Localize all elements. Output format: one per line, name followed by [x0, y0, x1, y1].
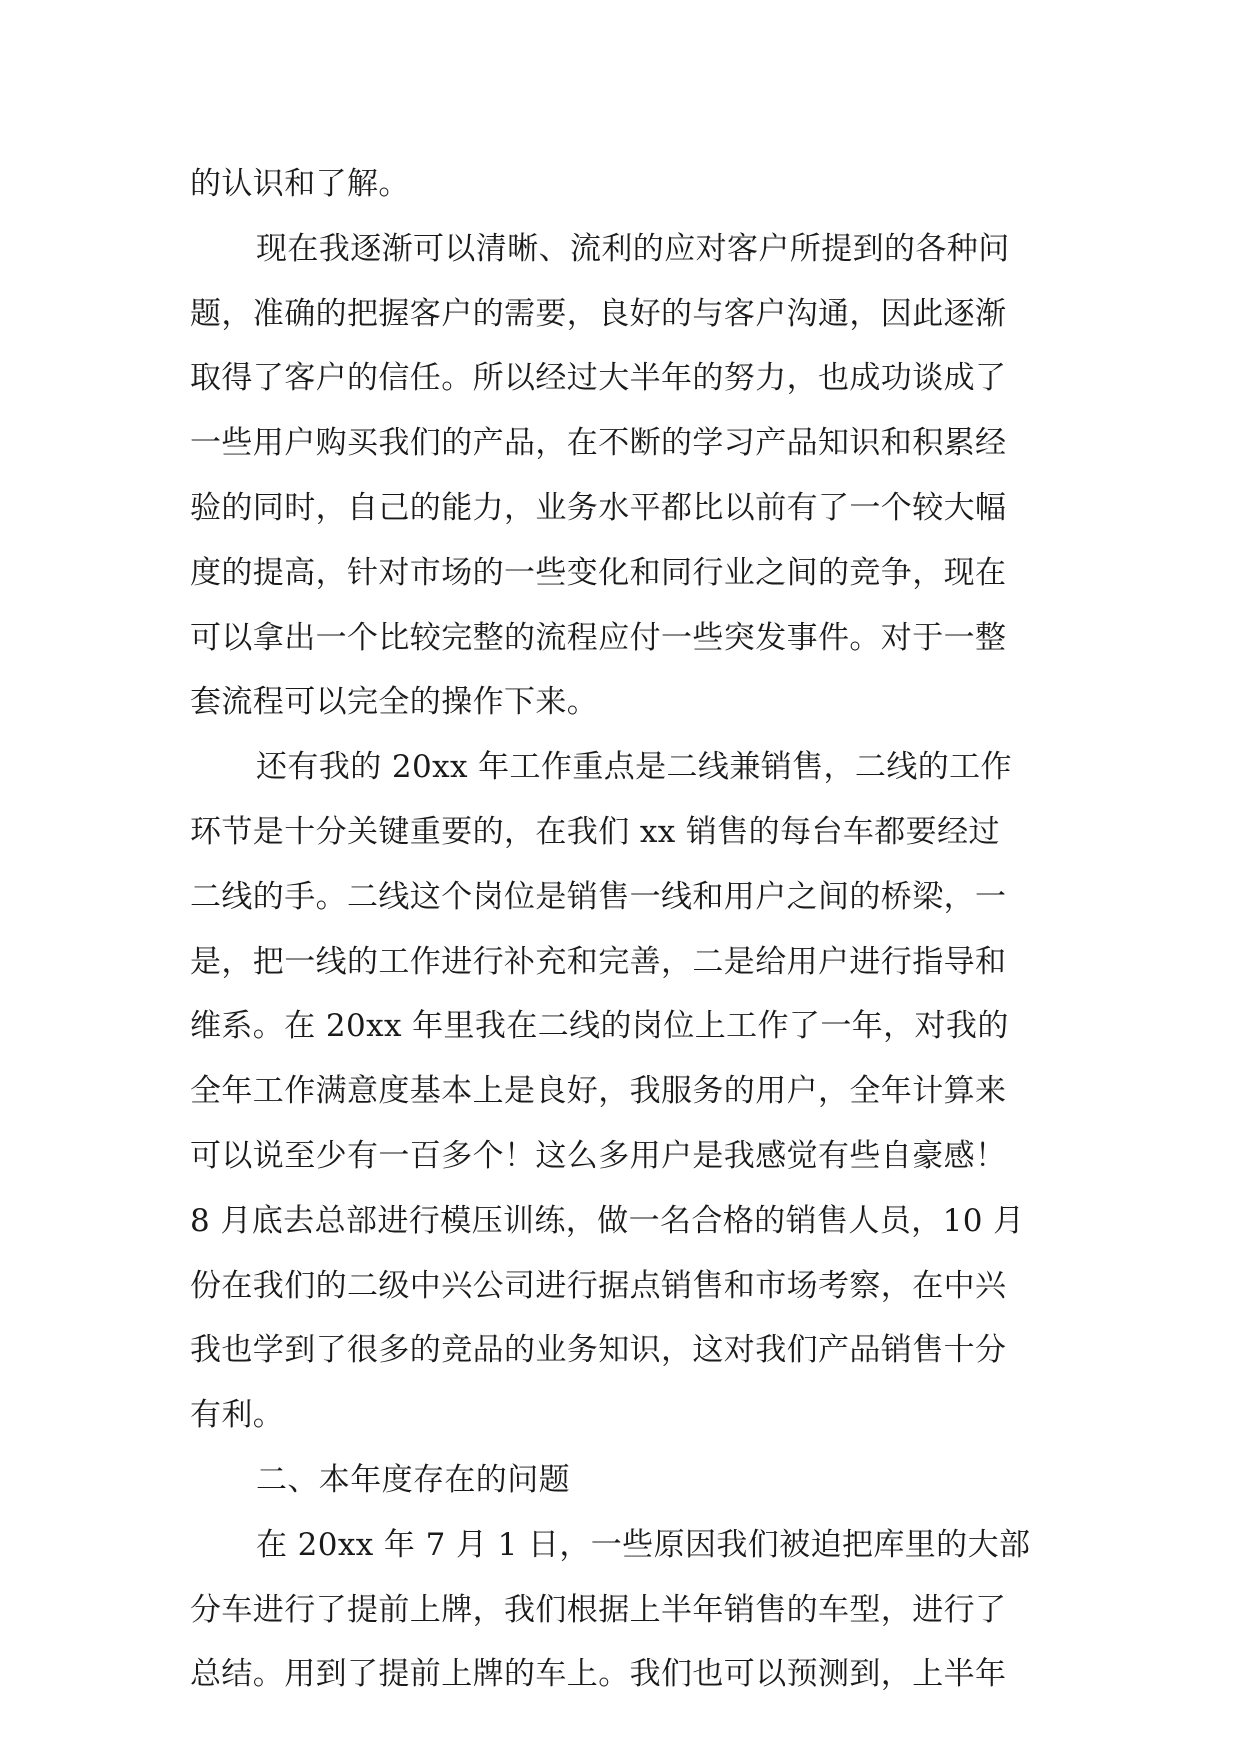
text-line: 验的同时，自己的能力，业务水平都比以前有了一个较大幅 — [190, 489, 1007, 526]
text-line: 有利。 — [190, 1397, 285, 1434]
text-line: 的认识和了解。 — [190, 166, 410, 202]
paragraph-start-line: 还有我的 20xx 年工作重点是二线兼销售，二线的工作 — [256, 749, 1012, 786]
paragraph-start-line: 在 20xx 年 7 月 1 日，一些原因我们被迫把库里的大部 — [256, 1526, 1031, 1563]
text-line: 题，准确的把握客户的需要，良好的与客户沟通，因此逐渐 — [190, 295, 1007, 332]
text-line: 我也学到了很多的竞品的业务知识，这对我们产品销售十分 — [190, 1332, 1007, 1369]
text-line: 可以拿出一个比较完整的流程应付一些突发事件。对于一整 — [190, 619, 1007, 656]
document-body — [190, 152, 1050, 1707]
text-line: 是，把一线的工作进行补充和完善，二是给用户进行指导和 — [190, 943, 1007, 980]
text-line: 分车进行了提前上牌，我们根据上半年销售的车型，进行了 — [190, 1591, 1007, 1628]
text-line: 8 月底去总部进行模压训练，做一名合格的销售人员，10 月 — [190, 1202, 1025, 1239]
text-line: 套流程可以完全的操作下来。 — [190, 684, 599, 721]
text-line: 总结。用到了提前上牌的车上。我们也可以预测到，上半年 — [190, 1656, 1007, 1693]
text-line: 环节是十分关键重要的，在我们 xx 销售的每台车都要经过 — [190, 813, 1000, 850]
text-line: 取得了客户的信任。所以经过大半年的努力，也成功谈成了 — [190, 360, 1007, 397]
text-line: 份在我们的二级中兴公司进行据点销售和市场考察，在中兴 — [190, 1267, 1007, 1304]
text-line: 二线的手。二线这个岗位是销售一线和用户之间的桥梁，一 — [190, 878, 1007, 915]
text-line: 度的提高，针对市场的一些变化和同行业之间的竞争，现在 — [190, 554, 1007, 591]
text-line: 全年工作满意度基本上是良好，我服务的用户，全年计算来 — [190, 1073, 1007, 1110]
paragraph-start-line: 现在我逐渐可以清晰、流利的应对客户所提到的各种问 — [256, 230, 1010, 267]
text-line: 一些用户购买我们的产品，在不断的学习产品知识和积累经 — [190, 425, 1007, 462]
text-line: 可以说至少有一百多个！这么多用户是我感觉有些自豪感！ — [190, 1137, 1007, 1174]
section-heading: 二、本年度存在的问题 — [256, 1461, 570, 1498]
text-line: 维系。在 20xx 年里我在二线的岗位上工作了一年，对我的 — [190, 1008, 1009, 1045]
